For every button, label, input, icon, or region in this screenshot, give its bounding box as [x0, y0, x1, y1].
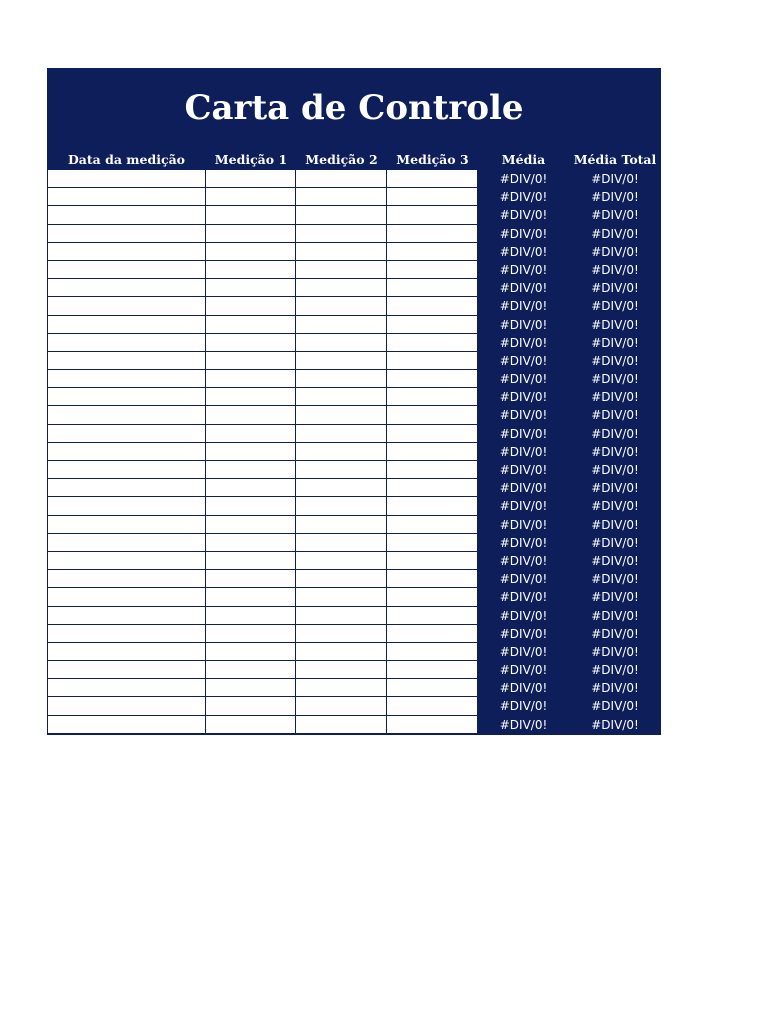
header-medicao-1: Medição 1	[214, 152, 288, 167]
media-cell: #DIV/0!	[499, 681, 548, 696]
medicao-1-cell[interactable]	[206, 225, 296, 243]
table-row	[47, 679, 661, 697]
media-cell: #DIV/0!	[499, 590, 548, 605]
table-row	[47, 206, 661, 224]
medicao-2-cell[interactable]	[296, 406, 387, 424]
medicao-1-cell[interactable]	[206, 479, 296, 497]
medicao-3-cell[interactable]	[387, 516, 478, 534]
date-cell[interactable]	[48, 334, 206, 352]
medicao-1-cell[interactable]	[206, 552, 296, 570]
date-cell[interactable]	[48, 679, 206, 697]
date-cell[interactable]	[48, 297, 206, 315]
medicao-2-cell[interactable]	[296, 425, 387, 443]
media-total-cell: #DIV/0!	[591, 426, 639, 441]
media-total-cell: #DIV/0!	[591, 208, 639, 223]
medicao-1-cell[interactable]	[206, 261, 296, 279]
table-row	[47, 170, 661, 188]
table-row	[47, 588, 661, 606]
date-cell[interactable]	[48, 607, 206, 625]
table-header	[47, 150, 661, 170]
medicao-3-cell[interactable]	[387, 370, 478, 388]
media-cell: #DIV/0!	[499, 262, 548, 277]
medicao-2-cell[interactable]	[296, 279, 387, 297]
header-media: Média	[501, 152, 546, 167]
medicao-2-cell[interactable]	[296, 516, 387, 534]
medicao-1-cell[interactable]	[206, 497, 296, 515]
table-row	[47, 334, 661, 352]
date-cell[interactable]	[48, 370, 206, 388]
medicao-1-cell[interactable]	[206, 243, 296, 261]
media-cell: #DIV/0!	[499, 644, 548, 659]
date-cell[interactable]	[48, 243, 206, 261]
date-cell[interactable]	[48, 188, 206, 206]
date-cell[interactable]	[48, 516, 206, 534]
medicao-3-cell[interactable]	[387, 534, 478, 552]
media-cell: #DIV/0!	[499, 553, 548, 568]
table-row	[47, 661, 661, 679]
table-row	[47, 316, 661, 334]
medicao-3-cell[interactable]	[387, 607, 478, 625]
medicao-2-cell[interactable]	[296, 370, 387, 388]
media-total-cell: #DIV/0!	[591, 262, 639, 277]
media-total-cell: #DIV/0!	[591, 535, 639, 550]
media-total-cell: #DIV/0!	[591, 717, 639, 732]
medicao-3-cell[interactable]	[387, 716, 478, 734]
media-cell: #DIV/0!	[499, 299, 548, 314]
medicao-1-cell[interactable]	[206, 279, 296, 297]
header-medicao-2: Medição 2	[305, 152, 378, 167]
table-row	[47, 261, 661, 279]
header-media-total: Média Total	[573, 152, 657, 167]
medicao-3-cell[interactable]	[387, 188, 478, 206]
date-cell[interactable]	[48, 443, 206, 461]
medicao-1-cell[interactable]	[206, 206, 296, 224]
media-cell: #DIV/0!	[499, 281, 548, 296]
medicao-2-cell[interactable]	[296, 297, 387, 315]
medicao-3-cell[interactable]	[387, 497, 478, 515]
medicao-1-cell[interactable]	[206, 461, 296, 479]
medicao-3-cell[interactable]	[387, 479, 478, 497]
medicao-2-cell[interactable]	[296, 188, 387, 206]
date-cell[interactable]	[48, 352, 206, 370]
medicao-1-cell[interactable]	[206, 370, 296, 388]
medicao-3-cell[interactable]	[387, 279, 478, 297]
medicao-1-cell[interactable]	[206, 570, 296, 588]
media-total-cell: #DIV/0!	[591, 517, 639, 532]
table-row	[47, 497, 661, 515]
table-row	[47, 425, 661, 443]
medicao-3-cell[interactable]	[387, 261, 478, 279]
table-row	[47, 516, 661, 534]
date-cell[interactable]	[48, 461, 206, 479]
medicao-3-cell[interactable]	[387, 334, 478, 352]
table-row	[47, 388, 661, 406]
control-chart-sheet	[47, 68, 661, 735]
medicao-2-cell[interactable]	[296, 170, 387, 188]
table-row	[47, 243, 661, 261]
media-cell: #DIV/0!	[499, 481, 548, 496]
sheet-title: Carta de Controle	[184, 88, 524, 128]
medicao-2-cell[interactable]	[296, 588, 387, 606]
date-cell[interactable]	[48, 534, 206, 552]
date-cell[interactable]	[48, 697, 206, 715]
media-total-cell: #DIV/0!	[591, 190, 639, 205]
media-cell: #DIV/0!	[499, 535, 548, 550]
medicao-2-cell[interactable]	[296, 697, 387, 715]
medicao-1-cell[interactable]	[206, 534, 296, 552]
media-total-cell: #DIV/0!	[591, 226, 639, 241]
medicao-3-cell[interactable]	[387, 461, 478, 479]
media-cell: #DIV/0!	[499, 463, 548, 477]
medicao-3-cell[interactable]	[387, 170, 478, 188]
medicao-3-cell[interactable]	[387, 388, 478, 406]
table-row	[47, 625, 661, 643]
medicao-2-cell[interactable]	[296, 388, 387, 406]
date-cell[interactable]	[48, 479, 206, 497]
media-cell: #DIV/0!	[499, 499, 548, 514]
table-row	[47, 570, 661, 588]
medicao-2-cell[interactable]	[296, 607, 387, 625]
medicao-2-cell[interactable]	[296, 261, 387, 279]
media-cell: #DIV/0!	[499, 517, 548, 532]
table-row	[47, 188, 661, 206]
medicao-1-cell[interactable]	[206, 625, 296, 643]
table-row	[47, 716, 661, 734]
medicao-2-cell[interactable]	[296, 552, 387, 570]
media-total-cell: #DIV/0!	[591, 590, 639, 605]
header-data-da-medicao: Data da medição	[67, 152, 186, 167]
medicao-2-cell[interactable]	[296, 334, 387, 352]
medicao-2-cell[interactable]	[296, 243, 387, 261]
media-cell: #DIV/0!	[499, 372, 548, 387]
medicao-3-cell[interactable]	[387, 679, 478, 697]
date-cell[interactable]	[48, 552, 206, 570]
medicao-2-cell[interactable]	[296, 479, 387, 497]
date-cell[interactable]	[48, 625, 206, 643]
medicao-2-cell[interactable]	[296, 497, 387, 515]
media-total-cell: #DIV/0!	[591, 608, 639, 623]
medicao-3-cell[interactable]	[387, 243, 478, 261]
media-total-cell: #DIV/0!	[591, 335, 639, 350]
medicao-3-cell[interactable]	[387, 225, 478, 243]
date-cell[interactable]	[48, 225, 206, 243]
table-row	[47, 643, 661, 661]
media-total-cell: #DIV/0!	[591, 172, 639, 186]
table-row	[47, 225, 661, 243]
medicao-2-cell[interactable]	[296, 316, 387, 334]
medicao-3-cell[interactable]	[387, 206, 478, 224]
table-row	[47, 406, 661, 424]
date-cell[interactable]	[48, 406, 206, 424]
table-row	[47, 552, 661, 570]
medicao-3-cell[interactable]	[387, 570, 478, 588]
medicao-1-cell[interactable]	[206, 516, 296, 534]
medicao-1-cell[interactable]	[206, 716, 296, 734]
date-cell[interactable]	[48, 388, 206, 406]
medicao-2-cell[interactable]	[296, 716, 387, 734]
media-cell: #DIV/0!	[499, 390, 548, 405]
date-cell[interactable]	[48, 588, 206, 606]
medicao-1-cell[interactable]	[206, 425, 296, 443]
media-total-cell: #DIV/0!	[591, 572, 639, 587]
medicao-1-cell[interactable]	[206, 661, 296, 679]
media-total-cell: #DIV/0!	[591, 681, 639, 696]
media-cell: #DIV/0!	[499, 699, 548, 714]
media-total-cell: #DIV/0!	[591, 372, 639, 387]
media-total-cell: #DIV/0!	[591, 390, 639, 405]
medicao-2-cell[interactable]	[296, 534, 387, 552]
media-cell: #DIV/0!	[499, 244, 548, 259]
medicao-2-cell[interactable]	[296, 661, 387, 679]
media-total-cell: #DIV/0!	[591, 626, 639, 641]
table-row	[47, 461, 661, 479]
medicao-3-cell[interactable]	[387, 316, 478, 334]
medicao-2-cell[interactable]	[296, 679, 387, 697]
table-row	[47, 479, 661, 497]
date-cell[interactable]	[48, 497, 206, 515]
medicao-1-cell[interactable]	[206, 443, 296, 461]
medicao-3-cell[interactable]	[387, 406, 478, 424]
medicao-1-cell[interactable]	[206, 643, 296, 661]
table-row	[47, 534, 661, 552]
header-medicao-3: Medição 3	[396, 152, 469, 167]
table-body	[47, 170, 661, 734]
media-total-cell: #DIV/0!	[591, 317, 639, 332]
medicao-2-cell[interactable]	[296, 225, 387, 243]
date-cell[interactable]	[48, 570, 206, 588]
medicao-1-cell[interactable]	[206, 388, 296, 406]
date-cell[interactable]	[48, 279, 206, 297]
medicao-1-cell[interactable]	[206, 334, 296, 352]
media-cell: #DIV/0!	[499, 208, 548, 223]
medicao-1-cell[interactable]	[206, 188, 296, 206]
medicao-1-cell[interactable]	[206, 588, 296, 606]
medicao-1-cell[interactable]	[206, 679, 296, 697]
medicao-1-cell[interactable]	[206, 697, 296, 715]
media-cell: #DIV/0!	[499, 626, 548, 641]
medicao-1-cell[interactable]	[206, 352, 296, 370]
date-cell[interactable]	[48, 716, 206, 734]
media-total-cell: #DIV/0!	[591, 553, 639, 568]
date-cell[interactable]	[48, 170, 206, 188]
table-row	[47, 607, 661, 625]
media-cell: #DIV/0!	[499, 444, 548, 459]
table-row	[47, 697, 661, 715]
medicao-2-cell[interactable]	[296, 570, 387, 588]
media-cell: #DIV/0!	[499, 172, 548, 186]
medicao-1-cell[interactable]	[206, 316, 296, 334]
date-cell[interactable]	[48, 643, 206, 661]
media-cell: #DIV/0!	[499, 426, 548, 441]
media-total-cell: #DIV/0!	[591, 499, 639, 514]
medicao-3-cell[interactable]	[387, 425, 478, 443]
media-total-cell: #DIV/0!	[591, 299, 639, 314]
media-total-cell: #DIV/0!	[591, 463, 639, 477]
medicao-2-cell[interactable]	[296, 443, 387, 461]
media-cell: #DIV/0!	[499, 608, 548, 623]
medicao-3-cell[interactable]	[387, 297, 478, 315]
media-cell: #DIV/0!	[499, 317, 548, 332]
media-total-cell: #DIV/0!	[591, 353, 639, 368]
medicao-3-cell[interactable]	[387, 552, 478, 570]
media-cell: #DIV/0!	[499, 226, 548, 241]
media-total-cell: #DIV/0!	[591, 481, 639, 496]
medicao-2-cell[interactable]	[296, 352, 387, 370]
media-cell: #DIV/0!	[499, 353, 548, 368]
media-total-cell: #DIV/0!	[591, 663, 639, 678]
medicao-3-cell[interactable]	[387, 625, 478, 643]
medicao-2-cell[interactable]	[296, 643, 387, 661]
medicao-3-cell[interactable]	[387, 443, 478, 461]
media-total-cell: #DIV/0!	[591, 244, 639, 259]
media-cell: #DIV/0!	[499, 335, 548, 350]
date-cell[interactable]	[48, 425, 206, 443]
media-cell: #DIV/0!	[499, 663, 548, 678]
table-row	[47, 443, 661, 461]
date-cell[interactable]	[48, 316, 206, 334]
medicao-1-cell[interactable]	[206, 297, 296, 315]
medicao-3-cell[interactable]	[387, 643, 478, 661]
media-total-cell: #DIV/0!	[591, 444, 639, 459]
date-cell[interactable]	[48, 661, 206, 679]
medicao-1-cell[interactable]	[206, 607, 296, 625]
media-cell: #DIV/0!	[499, 190, 548, 205]
media-total-cell: #DIV/0!	[591, 281, 639, 296]
medicao-3-cell[interactable]	[387, 697, 478, 715]
medicao-3-cell[interactable]	[387, 661, 478, 679]
medicao-1-cell[interactable]	[206, 170, 296, 188]
medicao-2-cell[interactable]	[296, 461, 387, 479]
date-cell[interactable]	[48, 261, 206, 279]
media-cell: #DIV/0!	[499, 717, 548, 732]
media-total-cell: #DIV/0!	[591, 644, 639, 659]
medicao-2-cell[interactable]	[296, 625, 387, 643]
table-row	[47, 352, 661, 370]
media-cell: #DIV/0!	[499, 408, 548, 423]
table-row	[47, 297, 661, 315]
medicao-3-cell[interactable]	[387, 352, 478, 370]
table-row	[47, 370, 661, 388]
medicao-3-cell[interactable]	[387, 588, 478, 606]
medicao-1-cell[interactable]	[206, 406, 296, 424]
table-row	[47, 279, 661, 297]
media-total-cell: #DIV/0!	[591, 699, 639, 714]
medicao-2-cell[interactable]	[296, 206, 387, 224]
date-cell[interactable]	[48, 206, 206, 224]
media-cell: #DIV/0!	[499, 572, 548, 587]
media-total-cell: #DIV/0!	[591, 408, 639, 423]
